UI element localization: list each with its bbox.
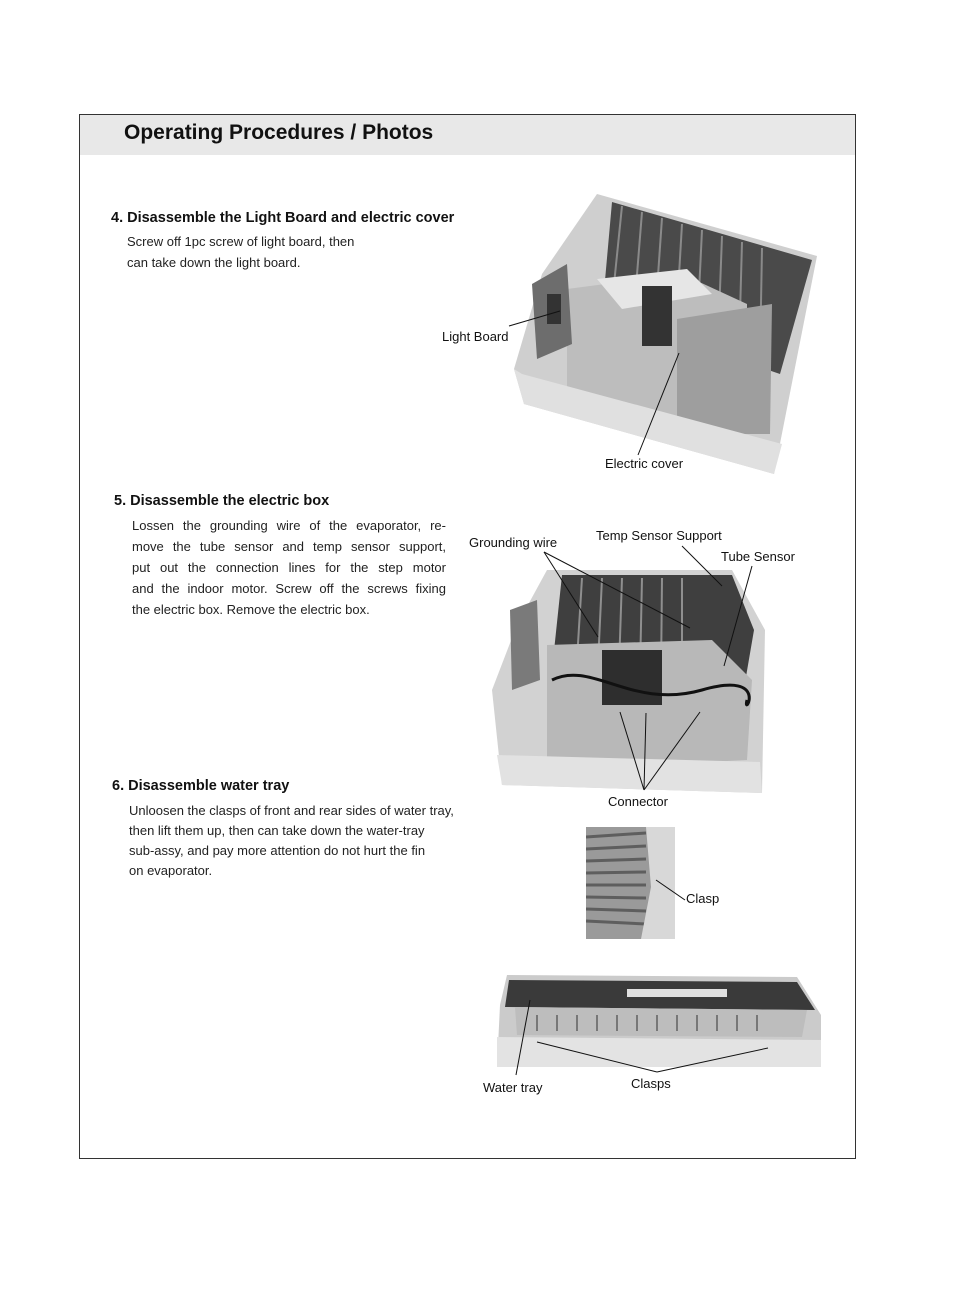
step-6-line: Unloosen the clasps of front and rear sides of water tray,	[129, 803, 454, 818]
photo-water-tray	[497, 975, 821, 1067]
step-5-line: Lossen the grounding wire of the evaporator, re-	[132, 518, 446, 533]
step-6-body	[129, 801, 454, 881]
label-temp-sensor-support: Temp Sensor Support	[596, 528, 722, 543]
photo-light-board-drawing	[512, 194, 817, 474]
photo-water-tray-drawing	[497, 975, 821, 1067]
label-clasp: Clasp	[686, 891, 720, 906]
step-5-line: put out the connection lines for the step motor	[132, 560, 446, 575]
step-6-title: 6. Disassemble water tray	[112, 778, 290, 794]
step-5-title: 5. Disassemble the electric box	[114, 493, 330, 509]
step-5-line: and the indoor motor. Screw off the screws fixing	[132, 581, 446, 596]
step-4-line: Screw off 1pc screw of light board, then	[127, 234, 355, 249]
label-light-board: Light Board	[442, 329, 509, 344]
label-grounding-wire: Grounding wire	[469, 535, 558, 550]
label-tube-sensor: Tube Sensor	[721, 549, 795, 564]
step-4-body	[127, 231, 354, 273]
photo-electric-box	[492, 570, 765, 793]
step-5-line: the electric box. Remove the electric box.	[132, 602, 370, 617]
photo-electric-box-drawing	[492, 570, 765, 793]
step-6-line: on evaporator.	[129, 863, 213, 878]
label-clasps: Clasps	[631, 1076, 671, 1091]
page-title: Operating Procedures / Photos	[124, 121, 434, 144]
photo-clasp	[586, 827, 675, 939]
photo-clasp-drawing	[586, 827, 675, 939]
label-connector: Connector	[608, 794, 668, 809]
step-4-line: can take down the light board.	[127, 255, 301, 270]
label-water-tray: Water tray	[483, 1080, 543, 1095]
step-5-body	[132, 515, 446, 620]
label-electric-cover: Electric cover	[605, 456, 684, 471]
photo-light-board	[512, 194, 817, 474]
step-5-line: move the tube sensor and temp sensor support,	[132, 539, 446, 554]
step-4-title: 4. Disassemble the Light Board and electric cover	[111, 210, 455, 226]
step-6-line: sub-assy, and pay more attention do not hurt the fin	[129, 843, 426, 858]
step-6-line: then lift them up, then can take down the water-tray	[129, 823, 425, 838]
